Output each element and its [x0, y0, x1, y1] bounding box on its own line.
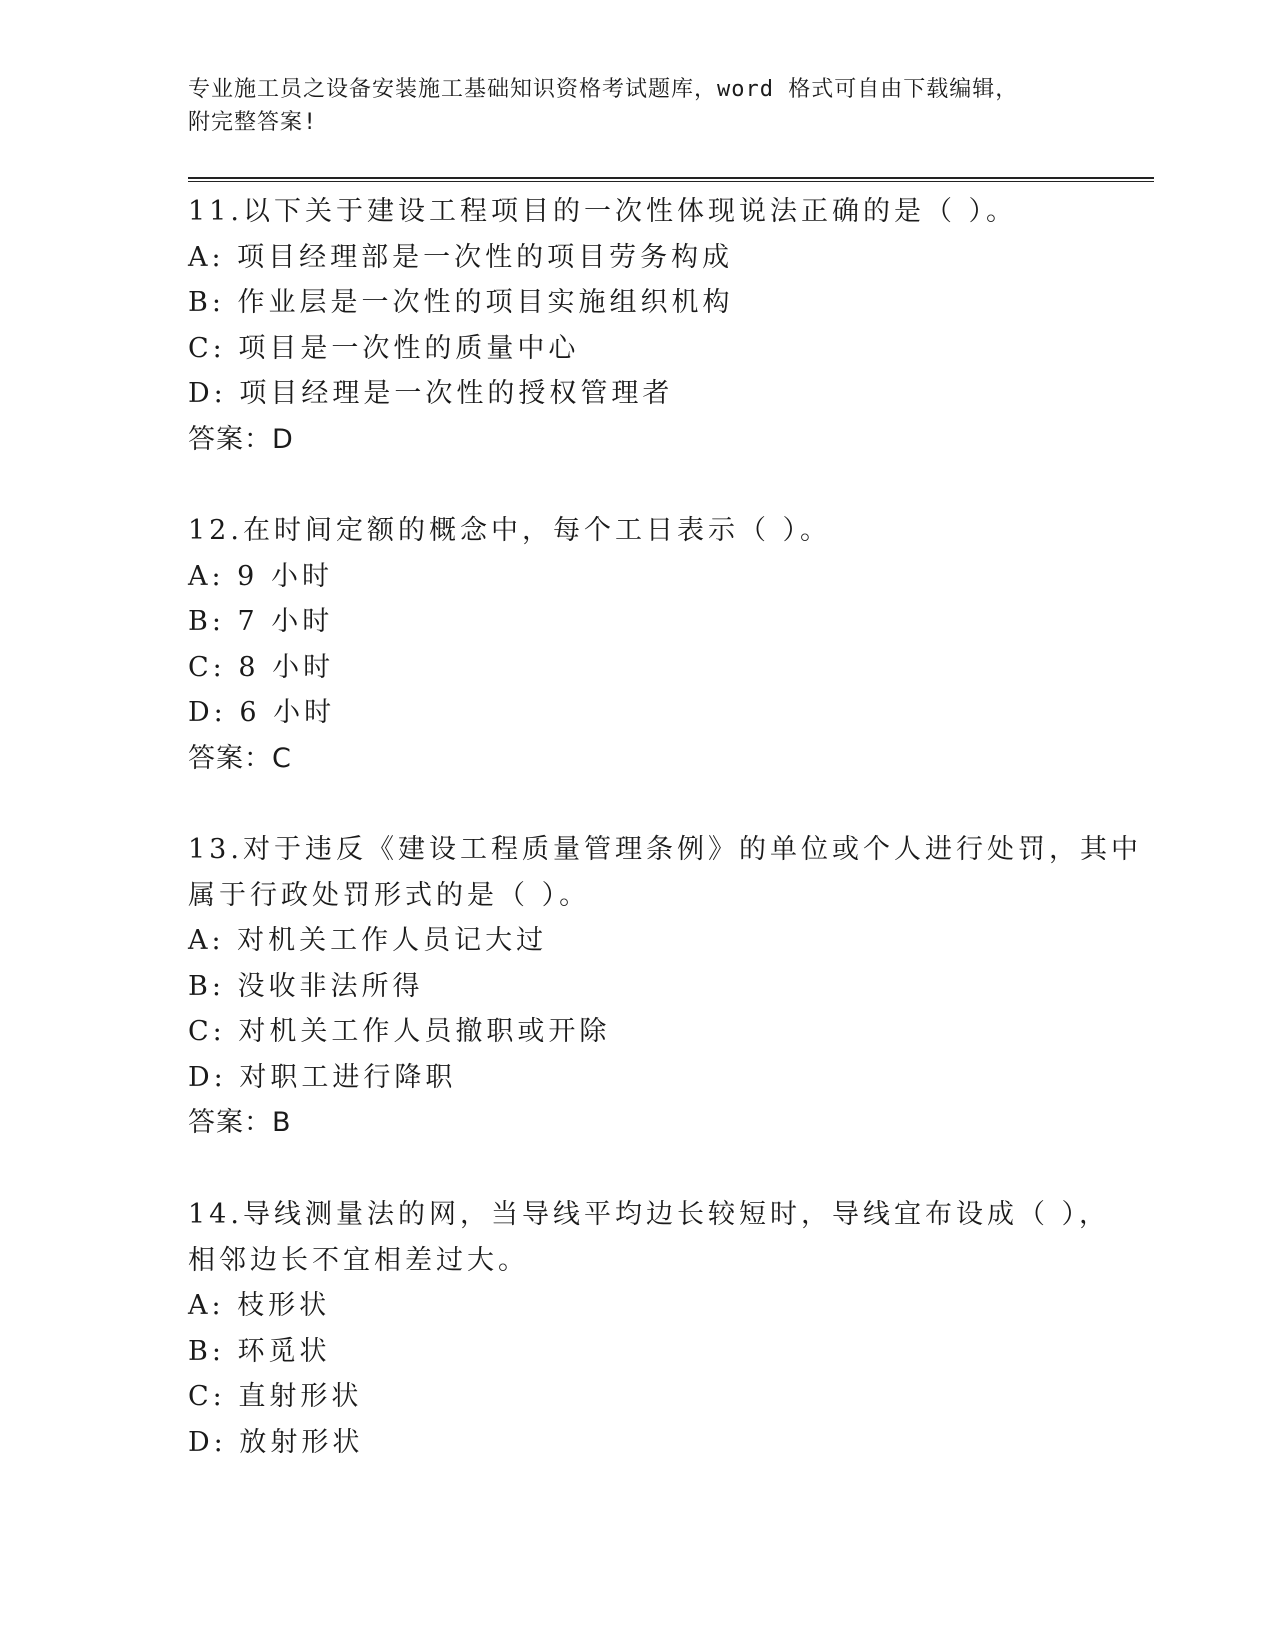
option-c: C: 对机关工作人员撤职或开除	[188, 1016, 611, 1047]
option-b: B: 环觅状	[188, 1335, 331, 1367]
answer-label: 答案：D	[188, 423, 294, 455]
option-c: C: 直射形状	[188, 1381, 363, 1412]
option-b: B: 7 小时	[188, 606, 334, 637]
question-stem-line-1: 13.对于违反《建设工程质量管理条例》的单位或个人进行处罚，其中	[188, 834, 1142, 865]
option-a: A: 9 小时	[188, 560, 333, 592]
question-stem: 12.在时间定额的概念中，每个工日表示（ ）。	[188, 515, 832, 546]
option-a: A: 对机关工作人员记大过	[188, 925, 548, 956]
option-b: B: 作业层是一次性的项目实施组织机构	[188, 287, 734, 318]
answer-label: 答案：C	[188, 742, 292, 774]
answer-label: 答案：B	[188, 1107, 292, 1138]
header-line-1: 专业施工员之设备安装施工基础知识资格考试题库，word 格式可自由下载编辑，	[188, 77, 1019, 102]
option-b: B: 没收非法所得	[188, 970, 424, 1002]
option-d: D: 放射形状	[188, 1426, 364, 1458]
question-stem-line-2: 相邻边长不宜相差过大。	[188, 1244, 529, 1276]
question-14	[188, 1192, 1111, 1465]
question-11	[188, 189, 1088, 462]
option-c: C: 8 小时	[188, 651, 335, 683]
option-d: D: 对职工进行降职	[188, 1061, 457, 1093]
option-d: D: 项目经理是一次性的授权管理者	[188, 378, 674, 409]
option-d: D: 6 小时	[188, 697, 336, 728]
question-stem: 11.以下关于建设工程项目的一次性体现说法正确的是（ ）。	[188, 196, 1018, 227]
question-12	[188, 508, 1088, 781]
option-a: A: 枝形状	[188, 1290, 331, 1321]
option-c: C: 项目是一次性的质量中心	[188, 332, 580, 364]
option-a: A: 项目经理部是一次性的项目劳务构成	[188, 241, 734, 273]
question-stem-line-2: 属于行政处罚形式的是（ ）。	[188, 879, 591, 911]
question-13	[188, 827, 1142, 1146]
header-line-2: 附完整答案!	[188, 110, 318, 135]
header-divider	[188, 177, 1154, 182]
document-header	[188, 73, 1088, 139]
question-stem-line-1: 14.导线测量法的网，当导线平均边长较短时，导线宜布设成（ ），	[188, 1199, 1111, 1230]
